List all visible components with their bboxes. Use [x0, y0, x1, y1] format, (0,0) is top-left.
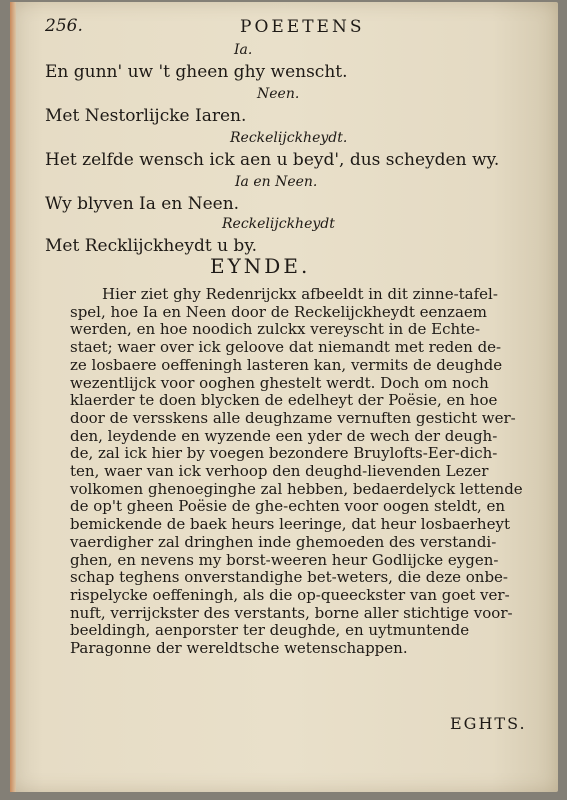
running-title: POEETENS: [240, 17, 365, 37]
prose-line: bemickende de baek heurs leeringe, dat heur losbaerheyt: [70, 515, 510, 534]
verse-line: Wy blyven Ia en Neen.: [45, 194, 240, 214]
book-page: [10, 2, 558, 792]
page-header: [45, 16, 535, 40]
verse-line: En gunn' uw 't gheen ghy wenscht.: [45, 62, 348, 82]
page-gutter-edge: [10, 2, 16, 792]
speaker-label: Reckelijckheydt.: [230, 130, 348, 146]
catchword: EGHTS.: [450, 714, 527, 733]
prose-line: de, zal ick hier by voegen bezondere Bruylofts-Eer-dich-: [70, 444, 498, 463]
prose-line: nuft, verrijckster des verstants, borne aller stichtige voor-: [70, 603, 513, 622]
prose-line: beeldingh, aenporster ter deughde, en uytmuntende: [70, 621, 470, 640]
prose-line: Paragonne der wereldtsche wetenschappen.: [70, 639, 408, 658]
prose-line: vaerdigher zal dringhen inde ghemoeden des verstandi-: [70, 532, 497, 551]
prose-line: staet; waer over ick geloove dat niemandt met reden de-: [70, 338, 502, 357]
page-number: 256.: [45, 16, 83, 36]
prose-line: wezentlijck voor ooghen ghestelt werdt. Doch om noch: [70, 373, 489, 392]
prose-line: rispelycke oeffeningh, als die op-queeckster van goet ver-: [70, 585, 510, 604]
prose-line: ze losbaere oeffeningh lasteren kan, vermits de deughde: [70, 355, 503, 374]
end-title: EYNDE.: [210, 254, 311, 278]
prose-line: Hier ziet ghy Redenrijckx afbeeldt in dit zinne-tafel-: [102, 285, 498, 303]
speaker-label: Reckelijckheydt: [222, 216, 335, 232]
speaker-label: Ia en Neen.: [235, 174, 318, 190]
prose-line: volkomen ghenoeginghe zal hebben, bedaerdelyck lettende: [70, 479, 523, 498]
prose-line: den, leydende en wyzende een yder de wech der deugh-: [70, 426, 498, 445]
verse-line: Met Nestorlijcke Iaren.: [45, 106, 247, 126]
prose-line: ghen, en nevens my borst-weeren heur Godlijcke eygen-: [70, 550, 499, 569]
prose-line: door de versskens alle deughzame vernuften gesticht wer-: [70, 408, 516, 427]
speaker-label: Ia.: [234, 42, 253, 58]
prose-line: ten, waer van ick verhoop den deughd-lievenden Lezer: [70, 462, 489, 481]
prose-line: schap teghens onverstandighe bet-weters, die deze onbe-: [70, 568, 509, 587]
verse-line: Met Recklijckheydt u by.: [45, 236, 258, 256]
prose-line: spel, hoe Ia en Neen door de Reckelijckheydt eenzaem: [70, 302, 487, 321]
prose-line: klaerder te doen blycken de edelheyt der Poësie, en hoe: [70, 391, 498, 410]
prose-line: werden, en hoe noodich zulckx vereyscht in de Echte-: [70, 320, 481, 339]
prose-line: de op't gheen Poësie de ghe-echten voor oogen steldt, en: [70, 497, 506, 516]
epilogue-paragraph: [70, 286, 530, 658]
verse-line: Het zelfde wensch ick aen u beyd', dus scheyden wy.: [45, 150, 500, 170]
speaker-label: Neen.: [257, 86, 300, 102]
